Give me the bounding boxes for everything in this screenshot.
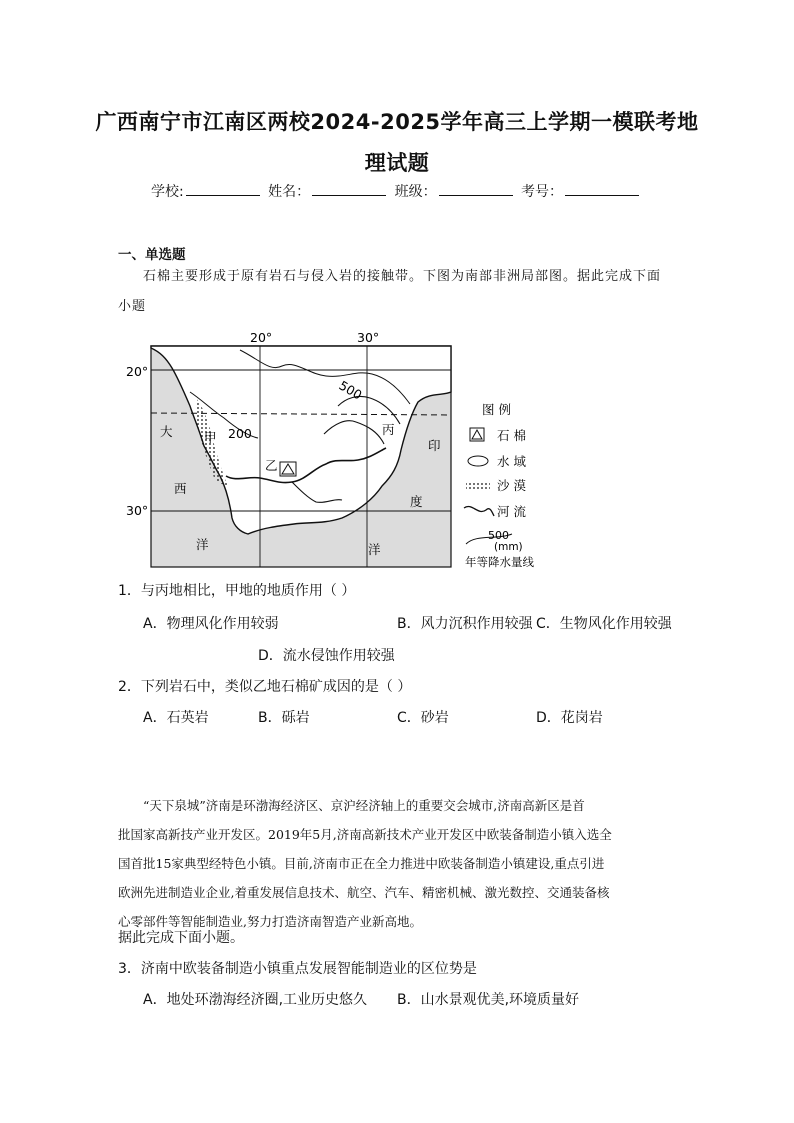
question-1-option-b[interactable]: B．风力沉积作用较强 bbox=[397, 616, 533, 632]
passage-2-line4: 欧洲先进制造业企业,着重发展信息技术、航空、汽车、精密机械、激光数控、交通装备核 bbox=[118, 885, 610, 900]
label-yi: 乙 bbox=[265, 458, 278, 473]
passage-2-line5: 心零部件等智能制造业,努力打造济南智造产业新高地。 bbox=[118, 914, 422, 929]
legend-river-icon bbox=[464, 506, 494, 516]
question-2-stem: 2．下列岩石中，类似乙地石棉矿成因的是（ ） bbox=[118, 679, 412, 695]
legend-water-label: 水 域 bbox=[497, 454, 526, 469]
exam-no-label: 考号： bbox=[521, 184, 564, 200]
legend-title: 图 例 bbox=[482, 402, 511, 417]
ocean-label-yin: 印 bbox=[428, 438, 441, 453]
question-1-option-c[interactable]: C．生物风化作用较强 bbox=[536, 616, 672, 632]
lon-20-label: 20° bbox=[250, 330, 273, 345]
legend-water-icon bbox=[468, 456, 488, 466]
name-label: 姓名： bbox=[268, 184, 311, 200]
lat-20-label: 20° bbox=[126, 364, 149, 379]
southern-africa-map bbox=[120, 326, 560, 576]
paper-title-line2: 理试题 bbox=[364, 151, 430, 175]
ocean-label-du: 度 bbox=[410, 494, 423, 509]
question-3-option-b[interactable]: B．山水景观优美,环境质量好 bbox=[397, 992, 580, 1008]
passage-2-line2: 批国家高新技产业开发区。2019年5月,济南高新技术产业开发区中欧装备制造小镇入选全 bbox=[118, 827, 612, 842]
legend-river-label: 河 流 bbox=[497, 504, 526, 519]
label-200: 200 bbox=[228, 426, 252, 441]
question-1-option-d[interactable]: D．流水侵蚀作用较强 bbox=[258, 648, 395, 664]
label-jia: 甲 bbox=[204, 430, 217, 445]
ocean-label-xi: 西 bbox=[174, 481, 187, 496]
question-2-option-c[interactable]: C．砂岩 bbox=[397, 710, 449, 726]
question-1-option-a[interactable]: A．物理风化作用较弱 bbox=[143, 616, 279, 632]
exam-no-blank bbox=[565, 181, 639, 196]
passage-2-line1: “天下泉城”济南是环渤海经济区、京沪经济轴上的重要交会城市,济南高新区是首 bbox=[143, 798, 585, 813]
intro-line2: 小题 bbox=[118, 299, 147, 314]
legend-desert-label: 沙 漠 bbox=[497, 478, 526, 493]
lon-30-label: 30° bbox=[357, 330, 380, 345]
label-500: 500 bbox=[336, 377, 365, 403]
paper-title-line1: 广西南宁市江南区两校2024-2025学年高三上学期一模联考地 bbox=[95, 110, 699, 134]
intro-line1: 石棉主要形成于原有岩石与侵入岩的接触带。下图为南部非洲局部图。据此完成下面 bbox=[143, 269, 662, 284]
class-blank bbox=[439, 181, 513, 196]
legend-asbestos-label: 石 棉 bbox=[497, 428, 526, 443]
question-2-option-a[interactable]: A．石英岩 bbox=[143, 710, 209, 726]
question-3-stem: 3．济南中欧装备制造小镇重点发展智能制造业的区位势是 bbox=[118, 961, 477, 977]
passage-2-line3: 国首批15家典型经特色小镇。目前,济南市正在全力推进中欧装备制造小镇建设,重点引进 bbox=[118, 856, 605, 871]
legend-mm-label: (mm) bbox=[494, 541, 523, 553]
student-info-row bbox=[0, 181, 794, 201]
question-2-option-b[interactable]: B．砾岩 bbox=[258, 710, 310, 726]
class-label: 班级： bbox=[394, 184, 437, 200]
legend-isohyet-label: 年等降水量线 bbox=[465, 555, 534, 569]
school-label: 学校: bbox=[150, 184, 184, 200]
passage-2-instruction: 据此完成下面小题。 bbox=[118, 930, 244, 946]
ocean-label-da: 大 bbox=[160, 424, 173, 439]
legend-desert-icon bbox=[466, 481, 490, 490]
school-blank bbox=[186, 181, 260, 196]
ocean-label-yang-right: 洋 bbox=[368, 542, 381, 557]
question-2-option-d[interactable]: D．花岗岩 bbox=[536, 710, 603, 726]
lat-30-label: 30° bbox=[126, 503, 149, 518]
legend-500-label: 500 bbox=[488, 529, 509, 542]
question-1-stem: 1．与丙地相比，甲地的地质作用（ ） bbox=[118, 583, 356, 599]
section-heading: 一、单选题 bbox=[118, 247, 186, 263]
name-blank bbox=[312, 181, 386, 196]
question-3-option-a[interactable]: A．地处环渤海经济圈,工业历史悠久 bbox=[143, 992, 368, 1008]
label-bing: 丙 bbox=[382, 422, 395, 437]
ocean-label-yang-left: 洋 bbox=[196, 537, 209, 552]
